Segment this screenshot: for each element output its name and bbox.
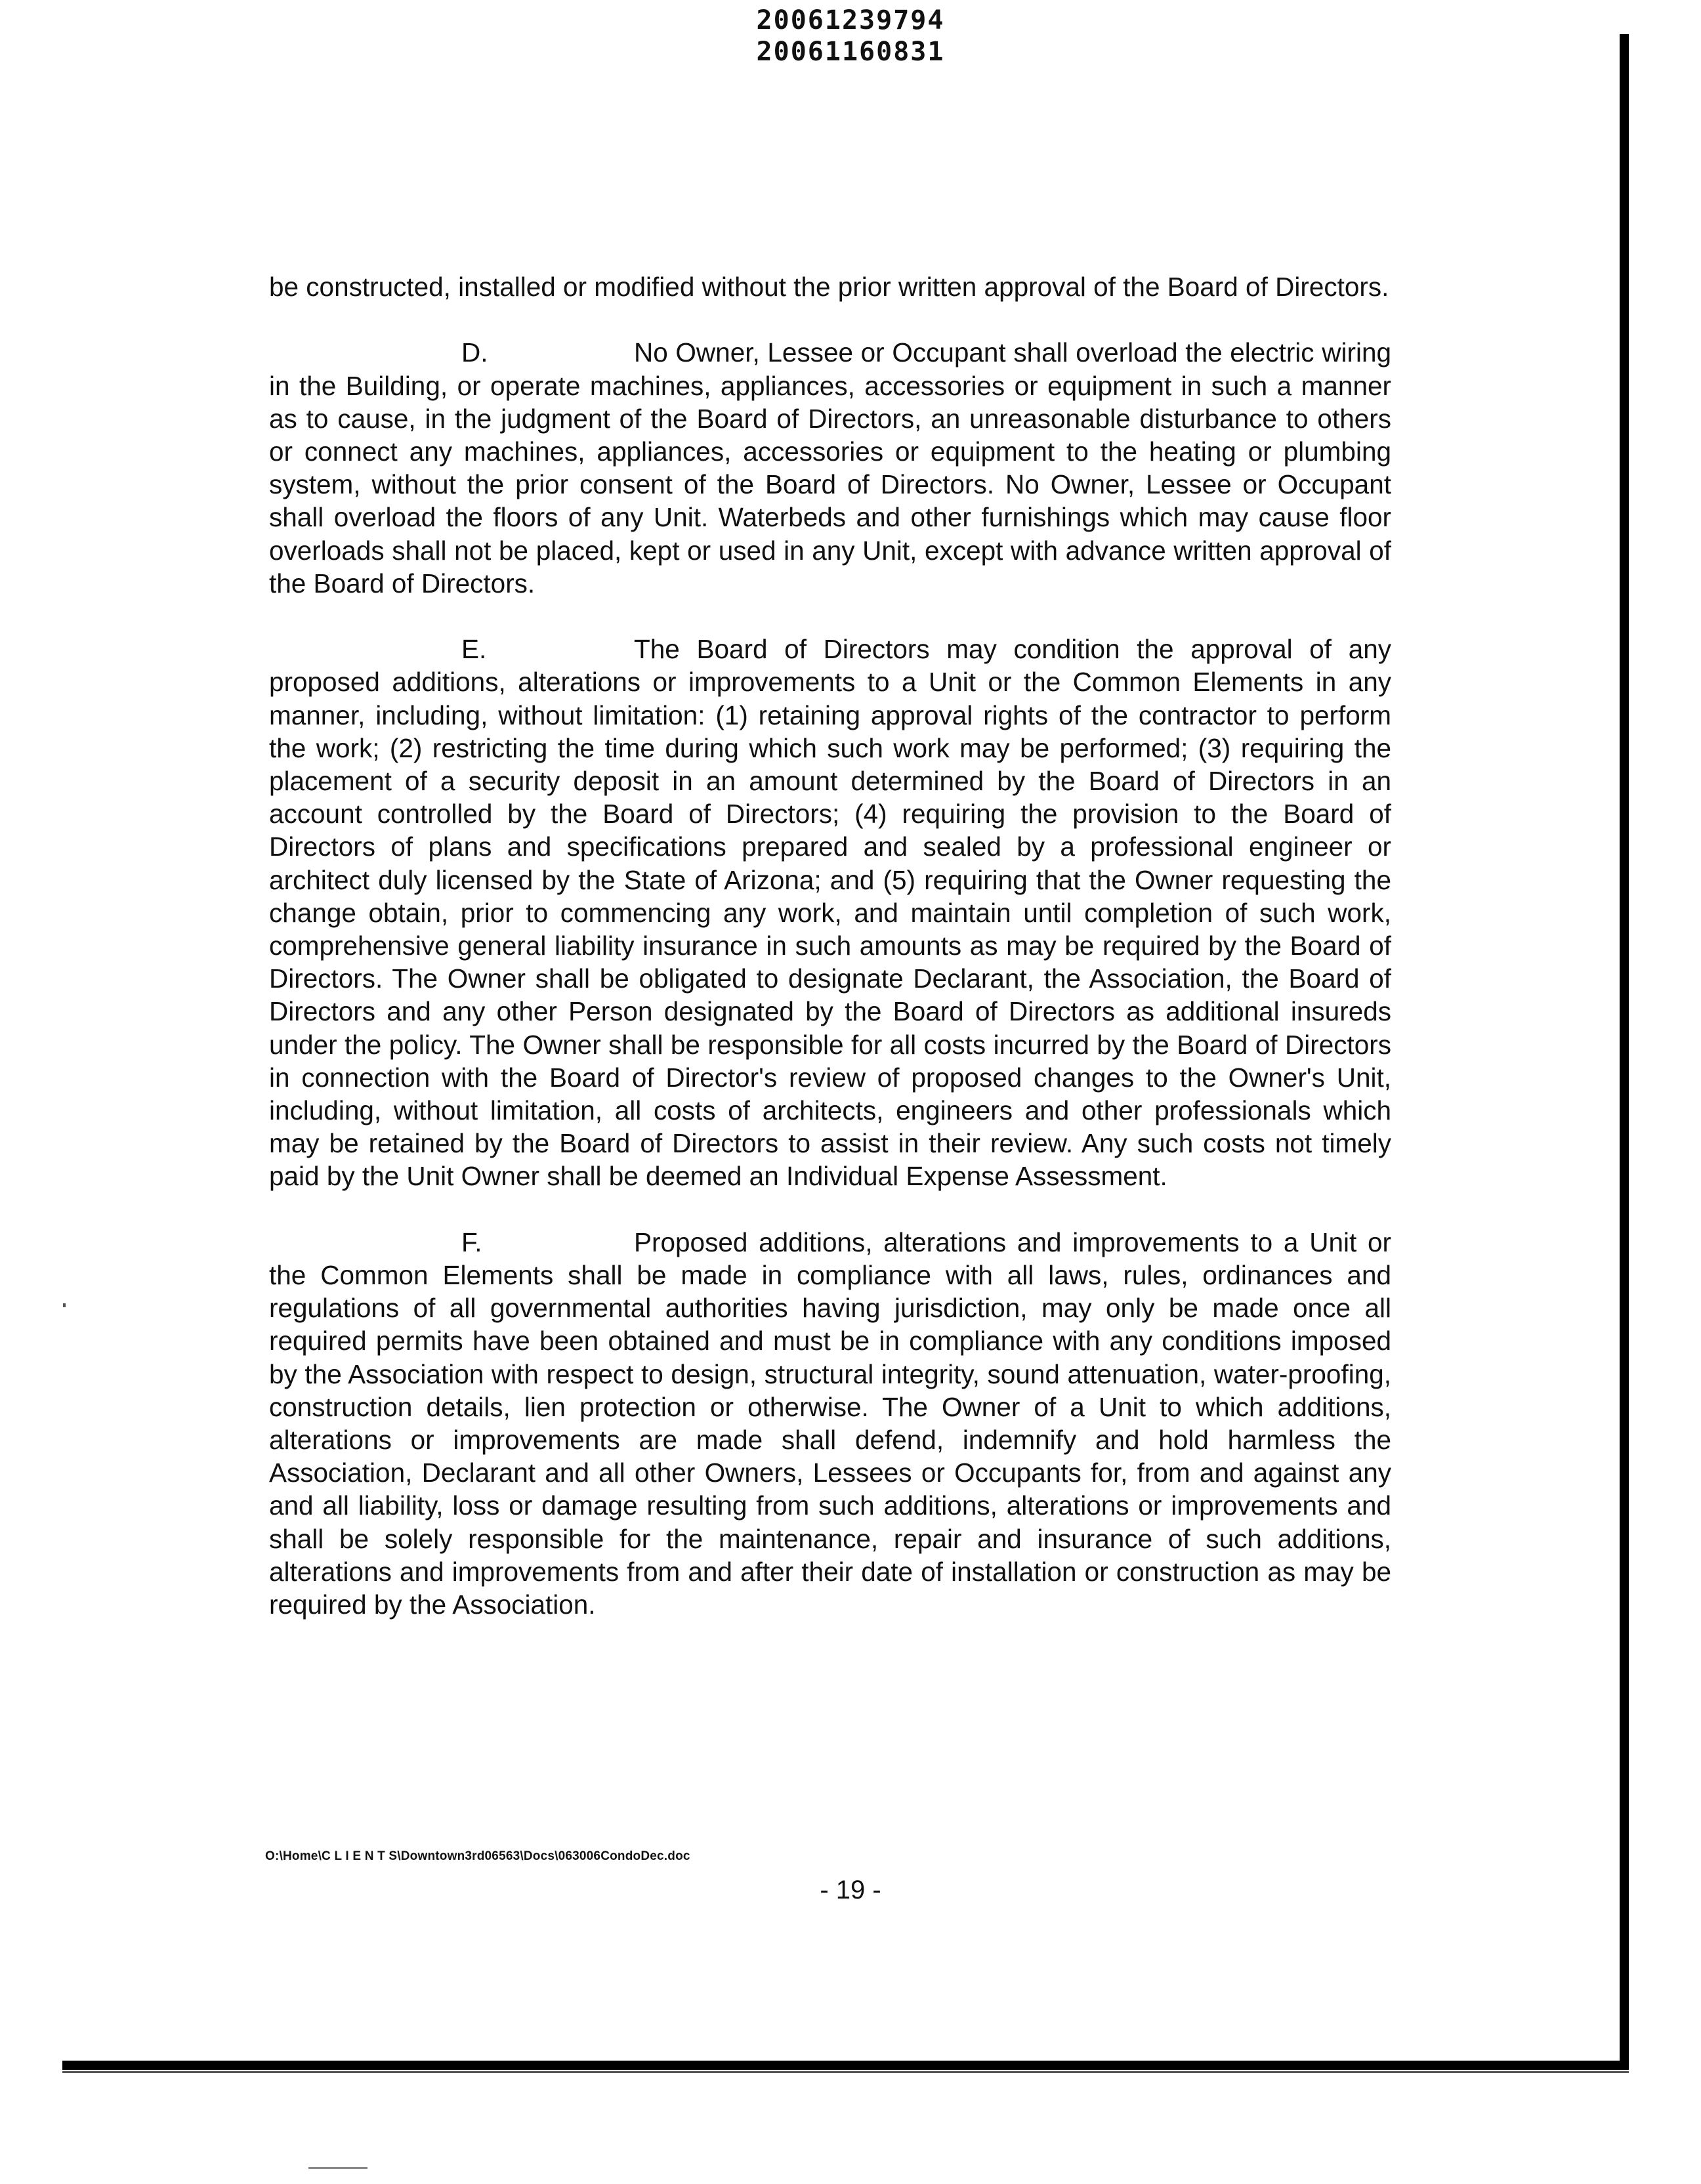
paragraph-f: [269, 1226, 1391, 1621]
recording-number-2: 20061160831: [756, 37, 945, 67]
paragraph-continuation: [269, 270, 1391, 303]
footer-file-path: O:\Home\C L I E N T S\Downtown3rd06563\Docs\063006CondoDec.doc: [265, 1849, 690, 1863]
paragraph-continuation-text: be constructed, installed or modified without the prior written approval of the Board of Directors.: [269, 272, 1389, 302]
scan-border-bottom-shadow: [62, 2071, 1629, 2073]
scan-border-bottom: [62, 2061, 1629, 2070]
paragraph-e-text: The Board of Directors may condition the approval of any proposed additions, alterations or improvements to a Unit or the Common Elements in any manner, including, without limitation: (1) retaining approval rights of the contractor to perform the work; (2) restricting the time during which such work may be performed; (3) requiring the placement of a security deposit in an amount determined by the Board of Directors in an account controlled by the Board of Directors; (4) requiring the provision to the Board of Directors of plans and specifications prepared and sealed by a professional engineer or architect duly licensed by the State of Arizona; and (5) requiring that the Owner requesting the change obtain, prior to commencing any work, and maintain until completion of such work, comprehensive general liability insurance in such amounts as may be required by the Board of Directors. The Owner shall be obligated to designate Declarant, the Association, the Board of Directors and any other Person designated by the Board of Directors as additional insureds under the policy. The Owner shall be responsible for all costs incurred by the Board of Directors in connection with the Board of Director's review of proposed changes to the Owner's Unit, including, without limitation, all costs of architects, engineers and other professionals which may be retained by the Board of Directors to assist in their review. Any such costs not timely paid by the Unit Owner shall be deemed an Individual Expense Assessment.: [269, 634, 1391, 1192]
paragraph-d-marker: D.: [461, 337, 488, 368]
paragraph-d-text: No Owner, Lessee or Occupant shall overload the electric wiring in the Building, or operate machines, appliances, accessories or equipment in such a manner as to cause, in the judgment of the Board of Directors, an unreasonable disturbance to others or connect any machines, appliances, accessories or equipment to the heating or plumbing system, without the prior consent of the Board of Directors. No Owner, Lessee or Occupant shall overload the floors of any Unit. Waterbeds and other furnishings which may cause floor overloads shall not be placed, kept or used in any Unit, except with advance written approval of the Board of Directors.: [269, 337, 1391, 598]
paragraph-f-marker: F.: [461, 1227, 482, 1257]
paragraph-f-text: Proposed additions, alterations and improvements to a Unit or the Common Elements shall be made in compliance with all laws, rules, ordinances and regulations of all governmental authorities having jurisdiction, may only be made once all required permits have been obtained and must be in compliance with any conditions imposed by the Association with respect to design, structural integrity, sound attenuation, water-proofing, construction details, lien protection or otherwise. The Owner of a Unit to which additions, alterations or improvements are made shall defend, indemnify and hold harmless the Association, Declarant and all other Owners, Lessees or Occupants for, from and against any and all liability, loss or damage resulting from such additions, alterations or improvements and shall be solely responsible for the maintenance, repair and insurance of such additions, alterations and improvements from and after their date of installation or construction as may be required by the Association.: [269, 1227, 1391, 1620]
page-number: - 19 -: [820, 1876, 881, 1904]
paragraph-e-marker: E.: [461, 634, 487, 665]
scan-speck: [63, 1303, 66, 1307]
document-body: [269, 270, 1391, 1621]
recording-number-1: 20061239794: [756, 5, 945, 35]
paragraph-d: [269, 336, 1391, 600]
scan-border-right: [1620, 34, 1629, 2070]
paragraph-e: [269, 633, 1391, 1192]
scan-smudge: [308, 2167, 368, 2169]
